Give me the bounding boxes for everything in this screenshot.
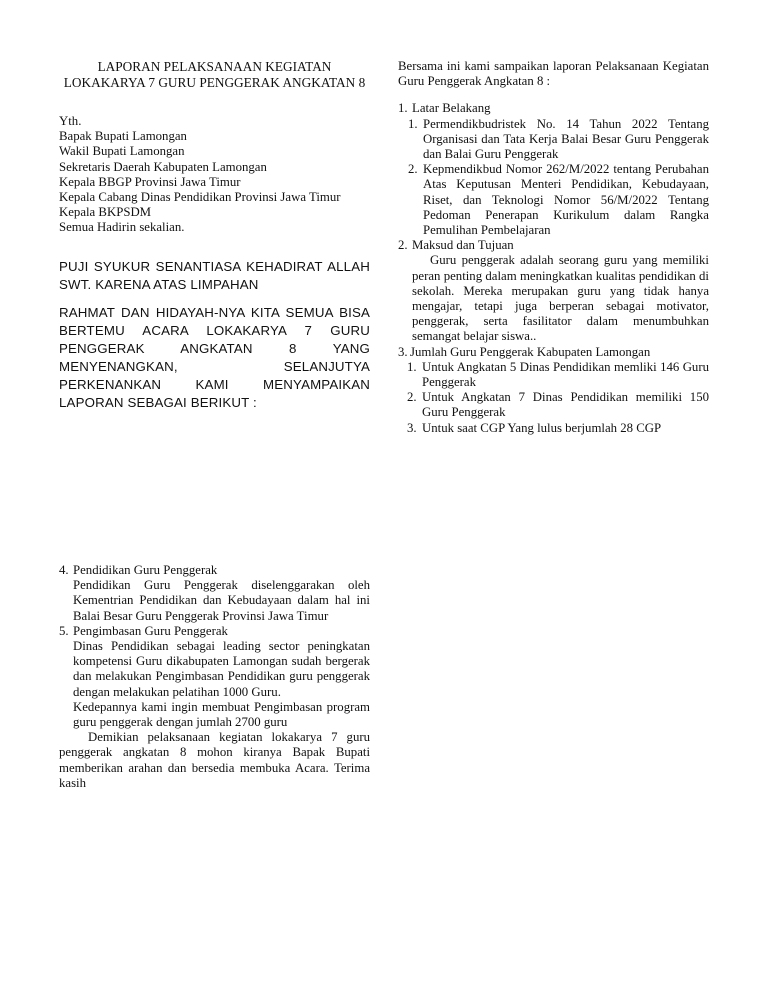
- section-pendidikan-guru-penggerak: [59, 563, 370, 624]
- section-pengimbasan: [59, 624, 370, 730]
- opening-paragraph-1: PUJI SYUKUR SENANTIASA KEHADIRAT ALLAH SWT. KARENA ATAS LIMPAHAN: [59, 258, 370, 292]
- item-number: 2.: [408, 162, 418, 177]
- greeting-line: Kepala Cabang Dinas Pendidikan Provinsi Jawa Timur: [59, 190, 341, 205]
- greeting-line: Wakil Bupati Lamongan: [59, 144, 185, 159]
- list-item: [407, 421, 709, 436]
- section-text: Kedepannya kami ingin membuat Pengimbasan program guru penggerak dengan jumlah 2700 guru: [73, 699, 370, 730]
- item-text: Untuk Angkatan 5 Dinas Pendidikan memliki 146 Guru Penggerak: [422, 359, 709, 390]
- item-number: 1.: [408, 116, 418, 131]
- item-text: Untuk saat CGP Yang lulus berjumlah 28 CGP: [422, 420, 662, 435]
- greeting-line: Yth.: [59, 114, 82, 128]
- section-jumlah-guru: [398, 345, 709, 436]
- section-title: Maksud dan Tujuan: [412, 238, 514, 253]
- section-number: 2.: [398, 238, 408, 253]
- section-number: 4.: [59, 563, 69, 577]
- list-item: [408, 117, 709, 163]
- section-text: Dinas Pendidikan sebagai leading sector peningkatan kompetensi Guru dikabupaten Lamongan sudah bergerak dan melakukan Pengimbasan Pendidikan guru penggerak dengan melakukan pelatihan 1000 Guru.: [73, 639, 370, 699]
- section-title: Pengimbasan Guru Penggerak: [73, 623, 228, 638]
- greeting-line: Bapak Bupati Lamongan: [59, 129, 187, 144]
- item-text: Kepmendikbud Nomor 262/M/2022 tentang Perubahan Atas Keputusan Menteri Pendidikan, Kebudayaan, Riset, dan Teknologi Nomor 56/M/2022 Tentang Pedoman Penerapan Kurikulum dalam Rangka Pemulihan Pembelajaran: [423, 162, 709, 238]
- greeting-line: Kepala BBGP Provinsi Jawa Timur: [59, 174, 241, 189]
- section-title: Pendidikan Guru Penggerak: [73, 563, 218, 577]
- item-number: 1.: [407, 359, 417, 374]
- list-item: [408, 162, 709, 238]
- section-latar-belakang: [398, 101, 709, 238]
- section-number: 1.: [398, 101, 408, 116]
- list-item: [407, 360, 709, 390]
- document-title: [59, 59, 370, 90]
- greeting-line: Kepala BKPSDM: [59, 205, 152, 220]
- section-number: 5.: [59, 623, 69, 638]
- item-number: 3.: [407, 420, 417, 435]
- greeting-list: [59, 114, 370, 236]
- section-number: 3.: [398, 344, 408, 359]
- opening-paragraph-2: RAHMAT DAN HIDAYAH-NYA KITA SEMUA BISA BERTEMU ACARA LOKAKARYA 7 GURU PENGGERAK ANGKATAN 8 YANG MENYENANGKAN, SELANJUTYA PERKENANKAN KAMI MENYAMPAIKAN LAPORAN SEBAGAI BERIKUT :: [59, 304, 370, 410]
- right-column: [398, 59, 709, 436]
- intro-paragraph: Bersama ini kami sampaikan laporan Pelaksanaan Kegiatan Guru Penggerak Angkatan 8 :: [398, 59, 709, 89]
- closing-paragraph: Demikian pelaksanaan kegiatan lokakarya 7 guru penggerak angkatan 8 mohon kiranya Bapak Bupati memberikan arahan dan bersedia membuka Acara. Terima kasih: [59, 730, 370, 790]
- section-title: Jumlah Guru Penggerak Kabupaten Lamongan: [410, 344, 651, 359]
- title-line-2: LOKAKARYA 7 GURU PENGGERAK ANGKATAN 8: [63, 74, 366, 90]
- section-text: Pendidikan Guru Penggerak diselenggarakan oleh Kementrian Pendidikan dan Kebudayaan dalam hal ini Balai Besar Guru Penggerak Provinsi Jawa Timur: [73, 578, 370, 623]
- section-maksud-tujuan: [398, 238, 709, 344]
- item-number: 2.: [407, 390, 417, 405]
- list-item: [407, 390, 709, 420]
- left-column: [59, 59, 370, 412]
- item-text: Permendikbudristek No. 14 Tahun 2022 Tentang Organisasi dan Tata Kerja Balai Besar Guru Penggerak dan Balai Guru Penggerak: [423, 116, 709, 162]
- greeting-line: Sekretaris Daerah Kabupaten Lamongan: [59, 159, 267, 174]
- section-text: Guru penggerak adalah seorang guru yang memiliki peran penting dalam meningkatkan kualitas pendidikan di sekolah. Mereka merupakan guru yang tidak hanya mengajar, tetapi juga berperan sebagai motivator, penggerak, serta fasilitator dalam menumbuhkan semangat belajar siswa..: [412, 253, 709, 344]
- greeting-line: Semua Hadirin sekalian.: [59, 220, 185, 235]
- item-text: Untuk Angkatan 7 Dinas Pendidikan memiliki 150 Guru Penggerak: [422, 390, 709, 420]
- bottom-left-column: [59, 563, 370, 791]
- section-title: Latar Belakang: [412, 101, 491, 116]
- title-line-1: LAPORAN PELAKSANAAN KEGIATAN: [97, 59, 332, 74]
